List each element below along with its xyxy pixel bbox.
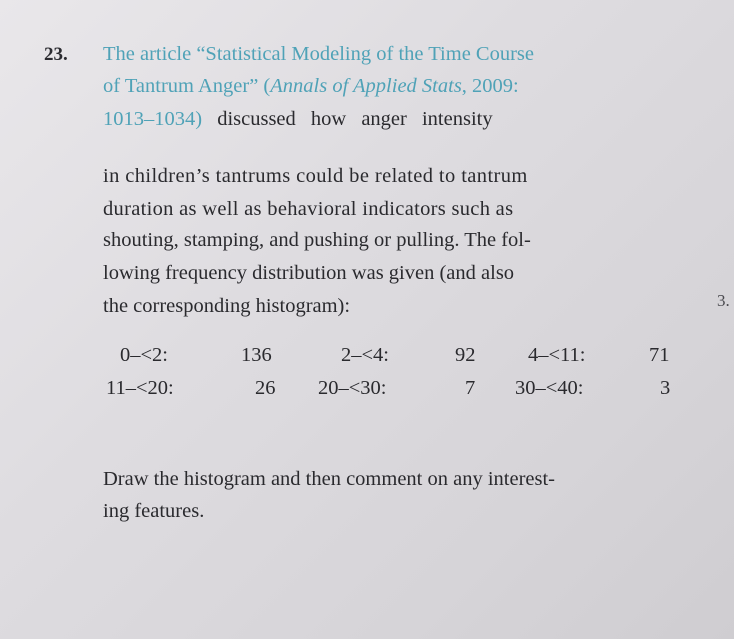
class-interval: 2–<4:: [341, 344, 390, 366]
body-line: shouting, stamping, and pushing or pulling. The fol-: [103, 229, 531, 251]
body-line: in children’s tantrums could be related to tantrum: [103, 165, 528, 187]
class-interval: 0–<2:: [120, 344, 169, 366]
margin-problem-number: 3.: [717, 291, 730, 310]
class-interval: 30–<40:: [515, 377, 584, 399]
class-frequency: 71: [649, 344, 670, 366]
body-line: the corresponding histogram):: [103, 295, 351, 317]
instruction-line: ing features.: [103, 500, 205, 522]
body-line-3: [103, 108, 493, 131]
class-interval: 4–<11:: [528, 344, 586, 366]
instruction-line: Draw the histogram and then comment on any interest-: [103, 468, 556, 490]
class-frequency: 26: [255, 377, 276, 399]
class-frequency: 3: [660, 377, 671, 399]
title-line-2-suffix: , 2009:: [461, 75, 519, 97]
problem-number: 23.: [44, 44, 68, 65]
class-interval: 11–<20:: [106, 377, 174, 399]
class-interval: 20–<30:: [318, 377, 387, 399]
title-line-2-prefix: of Tantrum Anger” (: [103, 75, 271, 97]
class-frequency: 92: [455, 344, 476, 366]
body-line-3-rest: discussed how anger intensity: [217, 108, 493, 130]
class-frequency: 136: [241, 344, 272, 366]
article-title-line-1: The article “Statistical Modeling of the Time Course: [103, 43, 534, 65]
article-pages: 1013–1034): [103, 108, 203, 130]
article-title-line-2: [103, 75, 519, 98]
body-line: lowing frequency distribution was given (and also: [103, 262, 515, 284]
class-frequency: 7: [465, 377, 476, 399]
journal-name: Annals of Applied Stats: [270, 75, 462, 97]
body-line: duration as well as behavioral indicators such as: [103, 198, 514, 220]
